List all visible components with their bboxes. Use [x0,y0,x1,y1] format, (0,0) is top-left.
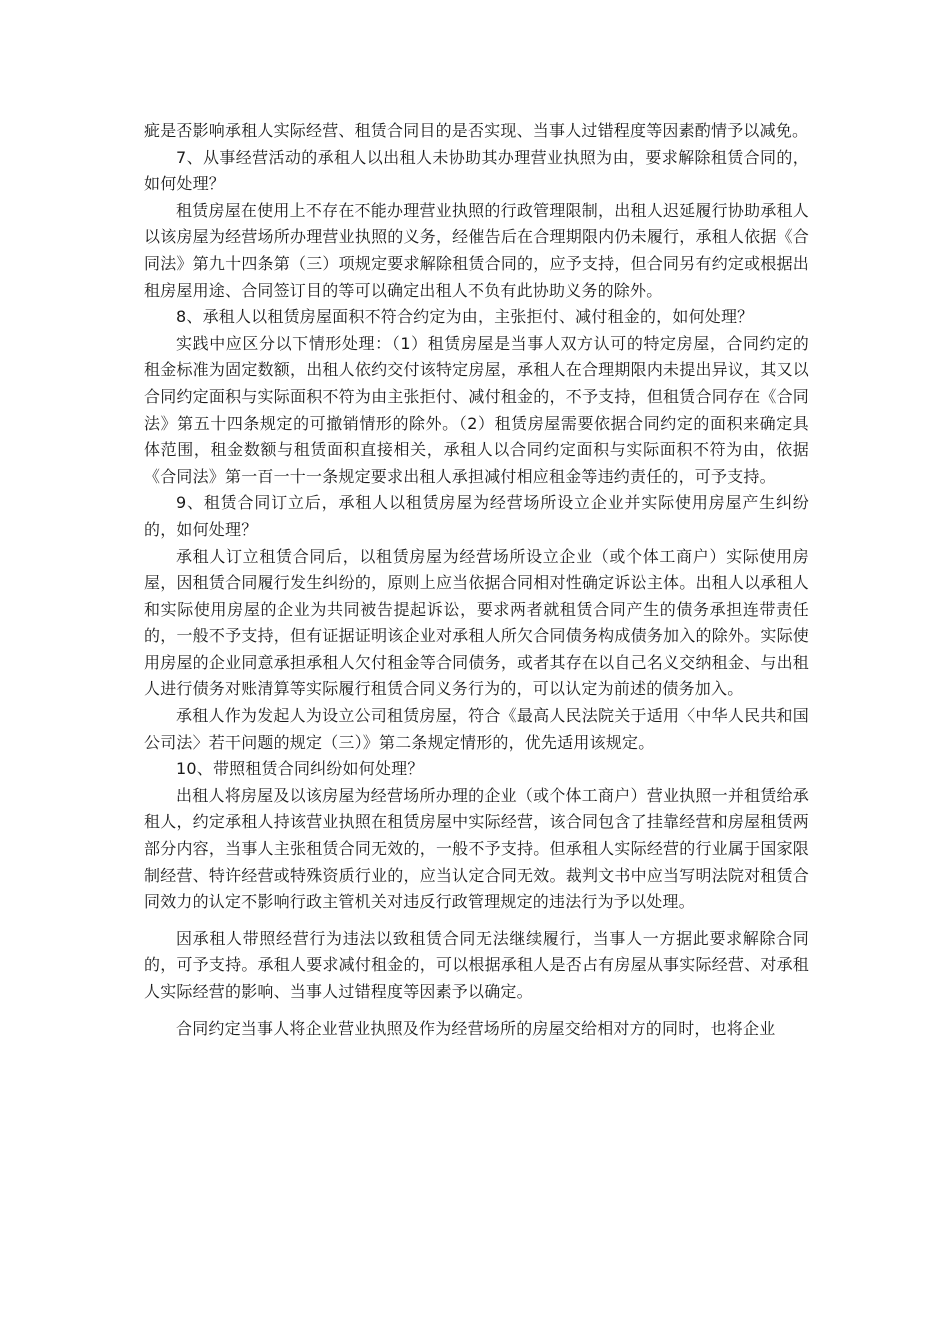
document-body [144,118,809,1042]
question-8: 8、承租人以租赁房屋面积不符合约定为由，主张拒付、减付租金的，如何处理？ [176,307,754,327]
answer-10-paragraph-2: 因承租人带照经营行为违法以致租赁合同无法继续履行，当事人一方据此要求解除合同的，可予支持。承租人要求减付租金的，可以根据承租人是否占有房屋从事实际经营、对承租人实际经营的影响、当事人过错程度等因素予以确定。 [144,928,809,1001]
question-9: 9、租赁合同订立后，承租人以租赁房屋为经营场所设立企业并实际使用房屋产生纠纷的，如何处理？ [144,493,809,539]
answer-9-supplement: 承租人作为发起人为设立公司租赁房屋，符合《最高人民法院关于适用〈中华人民共和国公司法〉若干问题的规定（三）》第二条规定情形的，优先适用该规定。 [144,706,809,752]
answer-10-paragraph-3: 合同约定当事人将企业营业执照及作为经营场所的房屋交给相对方的同时，也将企业 [176,1018,776,1038]
answer-7: 租赁房屋在使用上不存在不能办理营业执照的行政管理限制，出租人迟延履行协助承租人以该房屋为经营场所办理营业执照的义务，经催告后在合理期限内仍未履行，承租人依据《合同法》第九十四条第（三）项规定要求解除租赁合同的，应予支持，但合同另有约定或根据出租房屋用途、合同签订目的等可以确定出租人不负有此协助义务的除外。 [144,200,809,300]
question-7: 7、从事经营活动的承租人以出租人未协助其办理营业执照为由，要求解除租赁合同的，如何处理？ [144,147,809,194]
answer-10: 出租人将房屋及以该房屋为经营场所办理的企业（或个体工商户）营业执照一并租赁给承租人，约定承租人持该营业执照在租赁房屋中实际经营，该合同包含了挂靠经营和房屋租赁两部分内容，当事人主张租赁合同无效的，一般不予支持。但承租人实际经营的行业属于国家限制经营、特许经营或特殊资质行业的，应当认定合同无效。裁判文书中应当写明法院对租赁合同效力的认定不影响行政主管机关对违反行政管理规定的违法行为予以处理。 [144,785,809,912]
answer-9: 承租人订立租赁合同后，以租赁房屋为经营场所设立企业（或个体工商户）实际使用房屋，因租赁合同履行发生纠纷的，原则上应当依据合同相对性确定诉讼主体。出租人以承租人和实际使用房屋的企业为共同被告提起诉讼，要求两者就租赁合同产生的债务承担连带责任的，一般不予支持，但有证据证明该企业对承租人所欠合同债务构成债务加入的除外。实际使用房屋的企业同意承担承租人欠付租金等合同债务，或者其存在以自己名义交纳租金、与出租人进行债务对账清算等实际履行租赁合同义务行为的，可以认定为前述的债务加入。 [144,546,809,699]
question-10: 10、带照租赁合同纠纷如何处理？ [176,759,424,779]
paragraph-continuation: 疵是否影响承租人实际经营、租赁合同目的是否实现、当事人过错程度等因素酌情予以减免。 [144,121,809,140]
answer-8: 实践中应区分以下情形处理：（1）租赁房屋是当事人双方认可的特定房屋，合同约定的租金标准为固定数额，出租人依约交付该特定房屋，承租人在合理期限内未提出异议，其又以合同约定面积与实际面积不符为由主张拒付、减付租金的，不予支持，但租赁合同存在《合同法》第五十四条规定的可撤销情形的除外。（2）租赁房屋需要依据合同约定的面积来确定具体范围，租金数额与租赁面积直接相关，承租人以合同约定面积与实际面积不符为由，依据《合同法》第一百一十一条规定要求出租人承担减付相应租金等违约责任的，可予支持。 [144,333,809,486]
